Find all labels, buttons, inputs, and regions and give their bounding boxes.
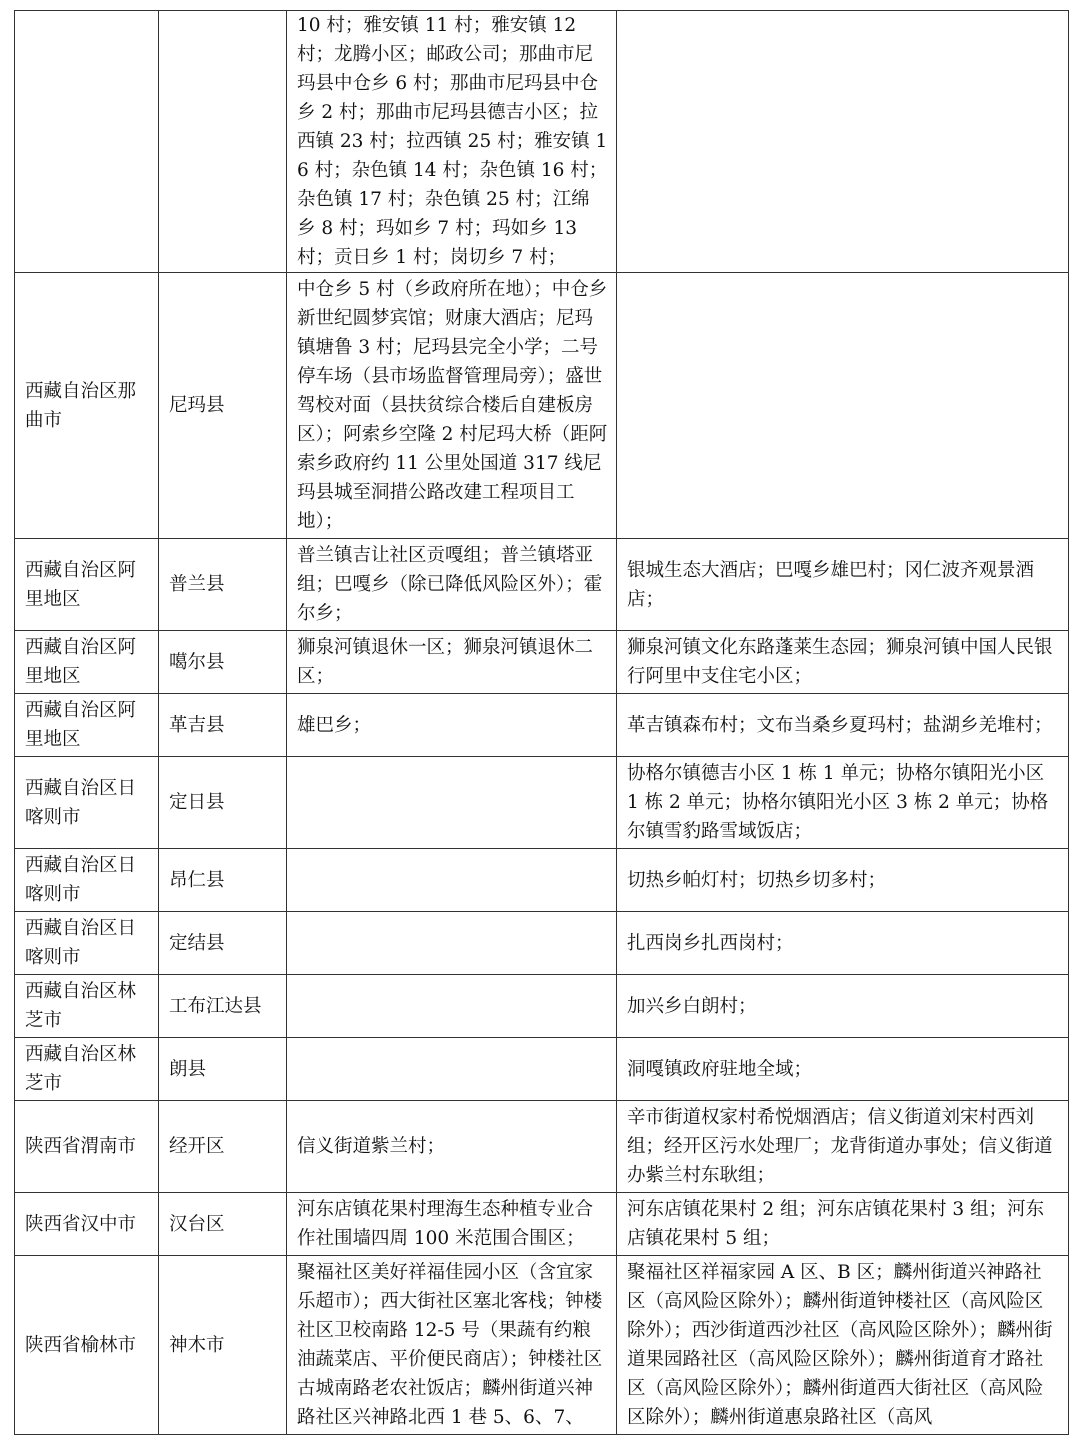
table-row (15, 273, 1069, 539)
low-risk-cell (617, 11, 1069, 273)
medium-risk-cell (287, 912, 617, 975)
table-row (15, 1038, 1069, 1101)
county-cell: 朗县 (159, 1038, 287, 1101)
medium-risk-cell: 普兰镇吉让社区贡嘎组；普兰镇塔亚组；巴嘎乡（除已降低风险区外）；霍尔乡； (287, 539, 617, 631)
table-row (15, 631, 1069, 694)
low-risk-cell: 洞嘎镇政府驻地全域； (617, 1038, 1069, 1101)
medium-risk-cell: 信义街道紫兰村； (287, 1101, 617, 1193)
county-cell: 昂仁县 (159, 849, 287, 912)
province-city-cell: 西藏自治区阿里地区 (15, 539, 159, 631)
table-row (15, 849, 1069, 912)
medium-risk-cell (287, 849, 617, 912)
province-city-cell: 陕西省汉中市 (15, 1193, 159, 1256)
county-cell: 神木市 (159, 1256, 287, 1435)
province-city-cell: 西藏自治区日喀则市 (15, 912, 159, 975)
table-row (15, 694, 1069, 757)
low-risk-cell: 扎西岗乡扎西岗村； (617, 912, 1069, 975)
province-city-cell: 西藏自治区日喀则市 (15, 757, 159, 849)
province-city-cell: 西藏自治区阿里地区 (15, 631, 159, 694)
county-cell: 经开区 (159, 1101, 287, 1193)
county-cell: 革吉县 (159, 694, 287, 757)
county-cell: 汉台区 (159, 1193, 287, 1256)
low-risk-cell (617, 273, 1069, 539)
county-cell: 噶尔县 (159, 631, 287, 694)
county-cell: 普兰县 (159, 539, 287, 631)
province-city-cell: 西藏自治区日喀则市 (15, 849, 159, 912)
low-risk-cell: 革吉镇森布村；文布当桑乡夏玛村；盐湖乡羌堆村； (617, 694, 1069, 757)
province-city-cell: 西藏自治区林芝市 (15, 1038, 159, 1101)
table-row (15, 11, 1069, 273)
medium-risk-cell (287, 757, 617, 849)
medium-risk-cell (287, 1038, 617, 1101)
low-risk-cell: 聚福社区祥福家园 A 区、B 区；麟州街道兴神路社区（高风险区除外）；麟州街道钟楼社区（高风险区除外）；西沙街道西沙社区（高风险区除外）；麟州街道果园路社区（高风险区除外）；麟州街道育才路社区（高风险区除外）；麟州街道西大街社区（高风险区除外）；麟州街道惠泉路社区（高风 (617, 1256, 1069, 1435)
medium-risk-cell: 雄巴乡； (287, 694, 617, 757)
county-cell: 工布江达县 (159, 975, 287, 1038)
low-risk-cell: 狮泉河镇文化东路蓬莱生态园；狮泉河镇中国人民银行阿里中支住宅小区； (617, 631, 1069, 694)
table-row (15, 1193, 1069, 1256)
medium-risk-cell (287, 975, 617, 1038)
county-cell: 定日县 (159, 757, 287, 849)
table-row (15, 975, 1069, 1038)
low-risk-cell: 加兴乡白朗村； (617, 975, 1069, 1038)
province-city-cell: 西藏自治区林芝市 (15, 975, 159, 1038)
province-city-cell: 西藏自治区阿里地区 (15, 694, 159, 757)
table-row (15, 1101, 1069, 1193)
table-row (15, 912, 1069, 975)
county-cell: 定结县 (159, 912, 287, 975)
low-risk-cell: 辛市街道权家村希悦烟酒店；信义街道刘宋村西刘组；经开区污水处理厂；龙背街道办事处；信义街道办紫兰村东耿组； (617, 1101, 1069, 1193)
medium-risk-cell: 聚福社区美好祥福佳园小区（含宜家乐超市）；西大街社区塞北客栈；钟楼社区卫校南路 12-5 号（果蔬有约粮油蔬菜店、平价便民商店）；钟楼社区古城南路老农社饭店；麟州街道兴神路社区兴神路北西 1 巷 5、6、7、 (287, 1256, 617, 1435)
low-risk-cell: 河东店镇花果村 2 组；河东店镇花果村 3 组；河东店镇花果村 5 组； (617, 1193, 1069, 1256)
province-city-cell (15, 11, 159, 273)
table-row (15, 757, 1069, 849)
province-city-cell: 西藏自治区那曲市 (15, 273, 159, 539)
province-city-cell: 陕西省渭南市 (15, 1101, 159, 1193)
risk-area-table (14, 10, 1069, 1435)
medium-risk-cell: 中仓乡 5 村（乡政府所在地）；中仓乡新世纪圆梦宾馆；财康大酒店；尼玛镇塘鲁 3 村；尼玛县完全小学；二号停车场（县市场监督管理局旁）；盛世驾校对面（县扶贫综合楼后自建板房区）；阿索乡空隆 2 村尼玛大桥（距阿索乡政府约 11 公里处国道 317 线尼玛县城至洞措公路改建工程项目工地）； (287, 273, 617, 539)
table-row (15, 1256, 1069, 1435)
table-row (15, 539, 1069, 631)
low-risk-cell: 协格尔镇德吉小区 1 栋 1 单元；协格尔镇阳光小区 1 栋 2 单元；协格尔镇阳光小区 3 栋 2 单元；协格尔镇雪豹路雪域饭店； (617, 757, 1069, 849)
medium-risk-cell: 10 村；雅安镇 11 村；雅安镇 12 村；龙腾小区；邮政公司；那曲市尼玛县中仓乡 6 村；那曲市尼玛县中仓乡 2 村；那曲市尼玛县德吉小区；拉西镇 23 村；拉西镇 25 村；雅安镇 16 村；杂色镇 14 村；杂色镇 16 村；杂色镇 17 村；杂色镇 25 村；江绵乡 8 村；玛如乡 7 村；玛如乡 13 村；贡日乡 1 村；岗切乡 7 村； (287, 11, 617, 273)
low-risk-cell: 银城生态大酒店；巴嘎乡雄巴村；冈仁波齐观景酒店； (617, 539, 1069, 631)
medium-risk-cell: 河东店镇花果村理海生态种植专业合作社围墙四周 100 米范围合围区； (287, 1193, 617, 1256)
province-city-cell: 陕西省榆林市 (15, 1256, 159, 1435)
county-cell (159, 11, 287, 273)
county-cell: 尼玛县 (159, 273, 287, 539)
low-risk-cell: 切热乡帕灯村；切热乡切多村； (617, 849, 1069, 912)
medium-risk-cell: 狮泉河镇退休一区；狮泉河镇退休二区； (287, 631, 617, 694)
